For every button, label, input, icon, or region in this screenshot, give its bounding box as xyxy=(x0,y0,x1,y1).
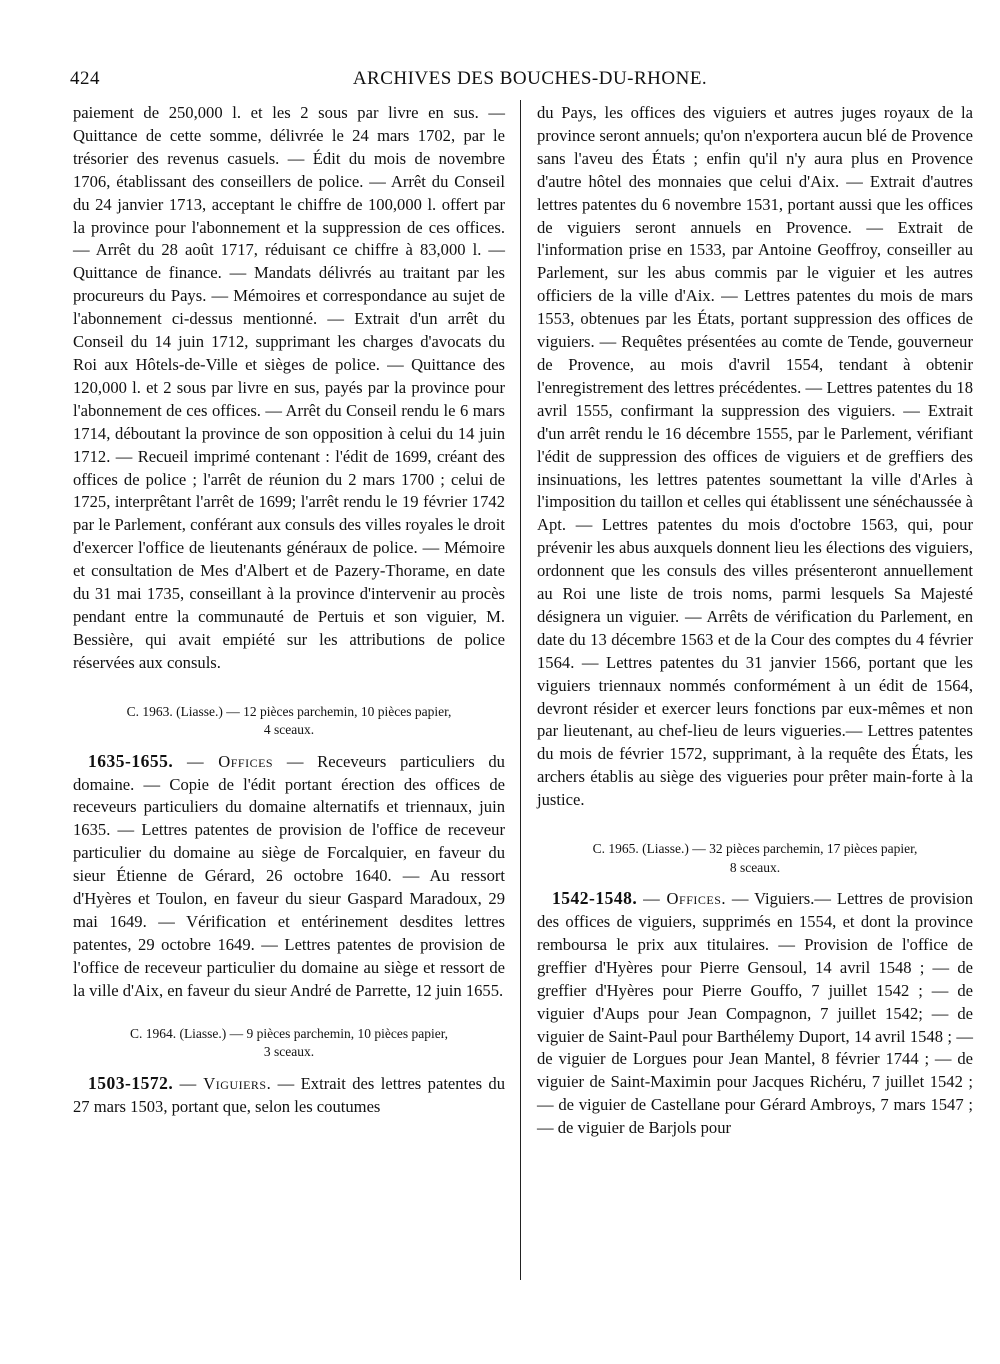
entry-rubric: — Viguiers. xyxy=(179,1073,272,1093)
continuation-paragraph: paiement de 250,000 l. et les 2 sous par livre en sus. — Quittance de cette somme, délivrée le 24 mars 1702, par le trésorier des revenus casuels. — Édit du mois de novembre 1706, établissant des conseillers de police. — Arrêt du Conseil du 24 janvier 1713, acceptant le chiffre de 100,000 l. offert par la province pour l'abonnement et la suppression de ces offices. — Arrêt du 28 août 1717, réduisant ce chiffre à 83,000 l. — Quittance de finance. — Mandats délivrés au traitant par les procureurs du Pays. — Mémoires et correspondance au sujet de l'abonnement ci-dessus mentionné. — Extrait d'un arrêt du Conseil du 14 juin 1712, supprimant les charges d'avocats du Roi aux Hôtels-de-Ville et sièges de police. — Quittance des 120,000 l. et 2 sous par livre en sus, payés par la province pour l'abonnement de ces offices. — Arrêt du Conseil rendu le 6 mars 1714, déboutant la province de son opposition à celui du 14 juin 1712. — Recueil imprimé contenant : l'édit de 1699, créant des offices de police ; l'arrêt de réunion du 2 mars 1700 ; celui de 1725, interprêtant l'arrêt de 1699; l'arrêt rendu le 19 février 1742 par le Parlement, conférant aux consuls des villes royales le droit d'exercer l'office de lieutenants généraux de police. — Mémoire et consultation de Mes d'Albert et de Pazery-Thorame, en date du 31 mai 1735, conseillant à la province d'intervenir au procès pendant entre la communauté de Pertuis et son viguier, M. Bessière, qui avait empiété sur les attributions de police réservées aux consuls. xyxy=(73,103,505,672)
entry-rubric: — Offices xyxy=(186,751,274,771)
continuation-paragraph: du Pays, les offices des viguiers et autres juges royaux de la province seront annuels; qu'on n'exportera aucun blé de Provence sans l'aveu des États ; enfin qu'il n'y aura plus en Provence d'autre hôtel des monnaies que celui d'Aix. — Extrait d'autres lettres patentes du 6 novembre 1531, portant aussi que les offices de viguiers seront annuels en Provence. — Extrait de l'information prise en 1533, par Antoine Geoffroy, conseiller au Parlement, sur les abus commis par le viguier et les autres officiers de la ville d'Aix. — Lettres patentes du mois de mars 1553, obtenues par les États, portant suppression des offices de viguiers. — Requêtes présentées au comte de Tende, gouverneur de Provence, au mois d'avril 1554, tendant à obtenir l'enregistrement des lettres précédentes. — Lettres patentes du 18 avril 1555, confirmant la suppression des viguiers. — Extrait d'un arrêt rendu le 16 décembre 1555, par le Parlement, vérifiant l'édit de suppression des offices de viguiers et de greffiers des insinuations, les lettres patentes soumettant la ville d'Arles à l'imposition du taillon et celles qui établissent une sénéchaussée à Apt. — Lettres patentes du mois d'octobre 1563, qui, pour prévenir les abus auxquels donnent lieu les élections des viguiers, ordonnent que les consuls des villes présenteront annuellement au Roi une liste de trois noms, parmi lesquels Sa Majesté désignera un viguier. — Arrêts de vérification du Parlement, en date du 13 décembre 1563 et de la Cour des comptes du 4 février 1564. — Lettres patentes du 31 janvier 1566, portant que les viguiers triennaux nommés conformément à un édit de 1564, devront résider et exercer leurs fonctions par eux-mêmes et non par lieutenant, au chef-lieu de leurs vigueries.— Lettres patentes du mois de février 1572, supprimant, à la requête des États, les archers établis au siège des vigueries pour prêter main-forte à la justice. xyxy=(537,103,973,810)
caption-line: C. 1965. (Liasse.) — 32 pièces parchemin, 17 pièces papier, xyxy=(592,841,918,857)
entry-rubric: — Offices. xyxy=(643,889,727,909)
entry-text: — Receveurs particuliers du domaine. — Copie de l'édit portant érection des offices de receveurs particuliers du domaine alternatifs et triennaux, juin 1635. — Lettres patentes de provision de l'office de receveur particulier du domaine au siège de Forcalquier, en faveur du sieur Étienne de Gérard, 26 octobre 1640. — Au ressort d'Hyères et Toulon, en faveur du sieur Gaspard Maradoux, 29 mai 1649. — Vérification et entérinement desdites lettres patentes, 29 octobre 1649. — Lettres patentes de provision de l'office de receveur particulier du domaine au siège et ressort de la ville d'Aix, en faveur du sieur André de Parrette, 12 juin 1655. xyxy=(73,751,505,1000)
entry-c1964 xyxy=(73,1072,505,1119)
entry-c1963 xyxy=(73,750,505,1003)
caption-c1963 xyxy=(73,703,505,740)
entry-date: 1503-1572. xyxy=(88,1072,174,1093)
column-divider xyxy=(520,100,521,1280)
entry-text: — Viguiers.— Lettres de provision des offices de viguiers, supprimés en 1554, et dont la province remboursa le prix aux titulaires. — Provision de l'office de greffier d'Hyères pour Pierre Gensoul, 14 avril 1548 ; — de greffier d'Hyères pour Pierre Gouffo, 7 juillet 1542 ; — de viguier d'Aups pour Jean Compagnon, 7 juillet 1542; — de viguier de Saint-Paul pour Barthélemy Duport, 14 avril 1548 ; — de viguier de Lorgues pour Jean Mantel, 8 février 1744 ; — de viguier de Saint-Maximin pour Jacques Richéru, 7 juillet 1542 ; — de viguier de Castellane pour Gérard Ambroys, 7 mars 1547 ; — de viguier de Barjols pour xyxy=(537,889,973,1138)
caption-c1964 xyxy=(73,1025,505,1062)
left-column xyxy=(73,102,505,1118)
page-number: 424 xyxy=(70,68,100,89)
right-column xyxy=(537,102,973,1140)
caption-line: 8 sceaux. xyxy=(729,859,781,875)
entry-date: 1635-1655. xyxy=(88,750,174,771)
caption-line: 4 sceaux. xyxy=(263,722,315,738)
entry-text: — Extrait des lettres patentes du 27 mars 1503, portant que, selon les coutumes xyxy=(73,1073,506,1116)
caption-c1965 xyxy=(537,840,973,877)
running-head: ARCHIVES DES BOUCHES-DU-RHONE. xyxy=(352,68,708,89)
caption-line: 3 sceaux. xyxy=(263,1044,315,1060)
caption-line: C. 1964. (Liasse.) — 9 pièces parchemin, 10 pièces papier, xyxy=(129,1025,449,1041)
caption-line: C. 1963. (Liasse.) — 12 pièces parchemin, 10 pièces papier, xyxy=(126,703,452,719)
entry-date: 1542-1548. xyxy=(552,888,638,909)
entry-c1965 xyxy=(537,887,973,1140)
